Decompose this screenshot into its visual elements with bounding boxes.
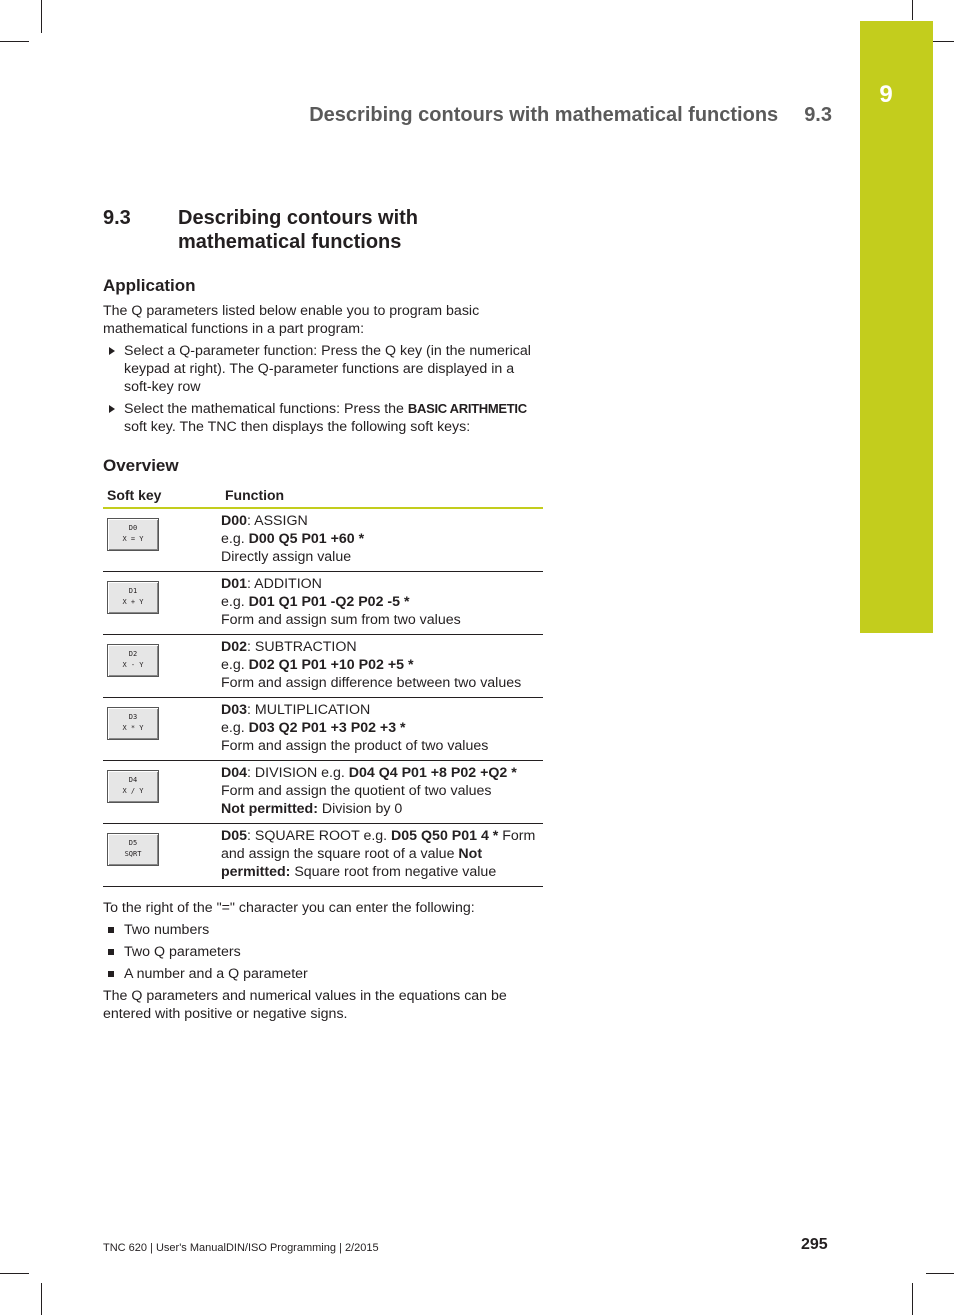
function-example: D04 Q4 P01 +8 P02 +Q2 * [348,765,517,781]
page-content [103,276,543,1027]
softkey-d0-icon [107,518,159,551]
not-permitted-label: Not permitted: [221,846,483,880]
softkey-d1-icon [107,581,159,614]
function-code: D04 [221,765,248,781]
not-permitted-text: Division by 0 [317,801,403,817]
table-row [103,698,543,761]
not-permitted-label: Not permitted: [221,801,318,817]
square-bullet-icon [108,971,114,977]
step-text: Select the mathematical functions: Press the [124,401,408,417]
softkey-d3-icon [107,707,159,740]
section-title [178,206,498,254]
function-code: D01 [221,576,248,592]
softkey-label: D4 [128,776,138,784]
softkey-label: D3 [128,713,138,721]
running-header-section: 9.3 [804,104,832,126]
page-number: 295 [801,1236,828,1253]
equals-intro: To the right of the "=" character you can enter the following: [103,900,475,916]
section-title-line1: Describing contours with [178,207,419,229]
section-number: 9.3 [103,207,131,229]
softkey-d5-icon [107,833,159,866]
function-example: D01 Q1 P01 -Q2 P02 -5 * [248,594,410,610]
footer-text: TNC 620 | User's ManualDIN/ISO Programming | 2/2015 [103,1242,379,1254]
softkey-d2-icon [107,644,159,677]
list-item-text: Two Q parameters [124,944,241,960]
softkey-d4-icon [107,770,159,803]
function-name: : SQUARE ROOT e.g. [247,828,392,844]
function-example: D03 Q2 P01 +3 P02 +3 * [248,720,406,736]
running-header-title: Describing contours with mathematical functions [309,104,779,126]
table-header-row [103,482,543,508]
function-example: D05 Q50 P01 4 * [391,828,499,844]
chapter-tab [860,21,933,633]
crop-mark [0,41,29,42]
table-row [103,761,543,824]
crop-mark [912,0,913,20]
softkey-label: X + Y [122,598,144,606]
function-description: Form and assign the product of two values [221,738,489,754]
crop-mark [926,1273,954,1274]
running-header [309,104,832,127]
softkey-label: X - Y [122,661,144,669]
list-item [103,965,543,983]
function-description: Directly assign value [221,549,352,565]
function-example: D00 Q5 P01 +60 * [248,531,365,547]
list-item-text: Two numbers [124,922,210,938]
softkey-label: X = Y [122,535,144,543]
column-header-softkey: Soft key [103,482,221,508]
function-code: D05 [221,828,248,844]
function-name: : ASSIGN [247,513,308,529]
table-row [103,572,543,635]
overview-heading: Overview [103,456,179,475]
softkey-label: X * Y [122,724,144,732]
crop-mark [0,1273,29,1274]
triangle-bullet-icon [109,405,115,413]
function-name: : ADDITION [247,576,322,592]
table-row [103,635,543,698]
eg-prefix: e.g. [221,657,249,673]
square-bullet-icon [108,927,114,933]
equals-outro: The Q parameters and numerical values in the equations can be entered with positive or negative signs. [103,988,507,1022]
column-header-function: Function [221,482,543,508]
function-description: Form and assign the quotient of two values [221,783,492,799]
eg-prefix: e.g. [221,531,249,547]
softkey-label: SQRT [124,850,142,858]
softkey-label: D2 [128,650,138,658]
softkey-label: D1 [128,587,138,595]
crop-mark [41,0,42,33]
function-description: Form and assign difference between two values [221,675,522,691]
eg-prefix: e.g. [221,594,249,610]
function-description: Form and assign sum from two values [221,612,461,628]
function-description: Form and assign the square root of a value [221,828,536,862]
softkey-name: BASIC ARITHMETIC [407,401,527,416]
function-code: D03 [221,702,248,718]
function-name: : DIVISION e.g. [247,765,349,781]
table-row [103,824,543,887]
section-title-line2: mathematical functions [178,231,402,253]
function-code: D02 [221,639,248,655]
triangle-bullet-icon [109,347,115,355]
softkey-label: X / Y [122,787,144,795]
not-permitted-text: Square root from negative value [290,864,497,880]
list-item [103,943,543,961]
step-item [103,400,543,436]
crop-mark [912,1283,913,1315]
function-code: D00 [221,513,248,529]
softkey-label: D0 [128,524,138,532]
softkey-label: D5 [128,839,138,847]
eg-prefix: e.g. [221,720,249,736]
square-bullet-icon [108,949,114,955]
function-example: D02 Q1 P01 +10 P02 +5 * [248,657,414,673]
application-intro: The Q parameters listed below enable you to program basic mathematical functions in a part program: [103,303,480,337]
list-item-text: A number and a Q parameter [124,966,308,982]
crop-mark [41,1283,42,1315]
list-item [103,921,543,939]
step-item [103,342,543,396]
overview-table [103,482,543,887]
step-text: soft key. The TNC then displays the following soft keys: [124,419,471,435]
function-name: : MULTIPLICATION [247,702,371,718]
equals-list [103,921,543,983]
table-row [103,508,543,572]
chapter-number: 9 [879,81,893,108]
step-text: Select a Q-parameter function: Press the Q key (in the numerical keypad at right). The Q-parameter functions are displayed in a soft-key row [124,343,531,395]
function-name: : SUBTRACTION [247,639,357,655]
application-heading: Application [103,276,196,295]
